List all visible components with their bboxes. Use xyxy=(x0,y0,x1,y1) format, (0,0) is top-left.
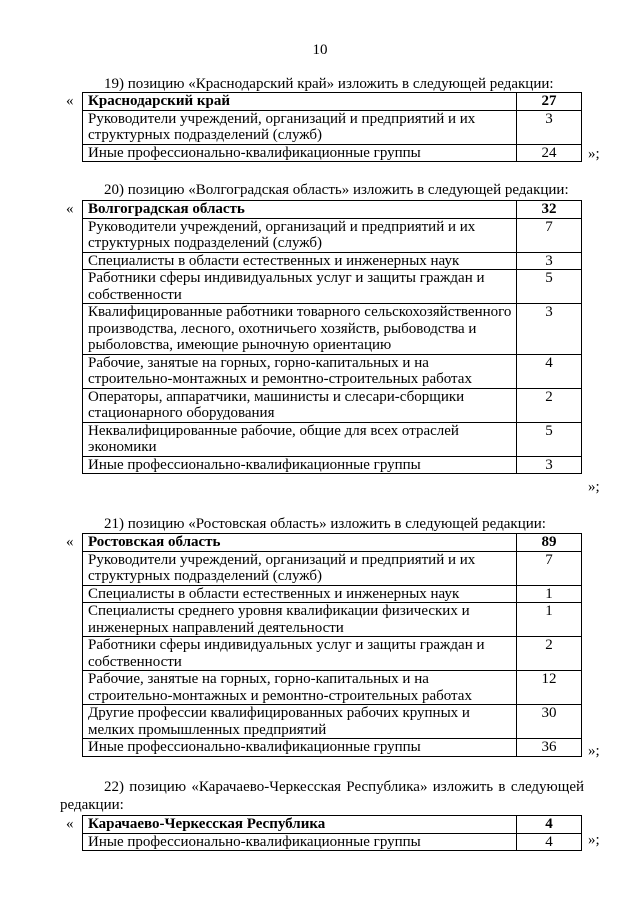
table-row xyxy=(83,218,582,252)
region-total: 32 xyxy=(517,201,582,219)
table-row xyxy=(83,110,582,144)
row-value: 4 xyxy=(517,354,582,388)
table-header-row xyxy=(83,93,582,111)
open-quote: « xyxy=(66,816,74,832)
table-row xyxy=(83,456,582,474)
close-quote: »; xyxy=(588,832,600,848)
row-value: 36 xyxy=(517,739,582,757)
table-row xyxy=(83,585,582,603)
region-total: 27 xyxy=(517,93,582,111)
row-value: 30 xyxy=(517,705,582,739)
table-row xyxy=(83,388,582,422)
region-name: Краснодарский край xyxy=(83,93,517,111)
row-label: Работники сферы индивидуальных услуг и защиты граждан и собственности xyxy=(83,270,517,304)
open-quote: « xyxy=(66,93,74,109)
row-label: Специалисты в области естественных и инженерных наук xyxy=(83,252,517,270)
close-quote: »; xyxy=(588,146,600,162)
region-name: Волгоградская область xyxy=(83,201,517,219)
row-value: 4 xyxy=(517,833,582,851)
table-row xyxy=(83,304,582,355)
row-label: Иные профессионально-квалификационные группы xyxy=(83,456,517,474)
row-label: Операторы, аппаратчики, машинисты и слесари-сборщики стационарного оборудования xyxy=(83,388,517,422)
row-value: 1 xyxy=(517,585,582,603)
section-19-intro: 19) позицию «Краснодарский край» изложить в следующей редакции: xyxy=(104,76,554,92)
row-value: 2 xyxy=(517,637,582,671)
row-label: Работники сферы индивидуальных услуг и защиты граждан и собственности xyxy=(83,637,517,671)
table-karachay-cherkess xyxy=(82,815,582,851)
table-row xyxy=(83,833,582,851)
section-20-intro: 20) позицию «Волгоградская область» изложить в следующей редакции: xyxy=(104,182,569,198)
row-label: Специалисты среднего уровня квалификации физических и инженерных направлений деятельности xyxy=(83,603,517,637)
section-21-intro: 21) позицию «Ростовская область» изложить в следующей редакции: xyxy=(104,516,546,532)
row-value: 3 xyxy=(517,456,582,474)
table-row xyxy=(83,603,582,637)
row-value: 5 xyxy=(517,422,582,456)
page-number: 10 xyxy=(312,42,328,58)
table-header-row xyxy=(83,534,582,552)
row-label: Иные профессионально-квалификационные группы xyxy=(83,739,517,757)
row-value: 5 xyxy=(517,270,582,304)
row-label: Иные профессионально-квалификационные группы xyxy=(83,144,517,162)
region-total: 4 xyxy=(517,816,582,834)
section-22-intro: 22) позицию «Карачаево-Черкесская Республика» изложить в следующей xyxy=(104,779,584,795)
close-quote: »; xyxy=(588,479,600,495)
table-row xyxy=(83,144,582,162)
table-krasnodar xyxy=(82,92,582,162)
table-row xyxy=(83,739,582,757)
row-value: 12 xyxy=(517,671,582,705)
table-header-row xyxy=(83,201,582,219)
close-quote: »; xyxy=(588,743,600,759)
region-total: 89 xyxy=(517,534,582,552)
row-label: Рабочие, занятые на горных, горно-капитальных и на строительно-монтажных и ремонтно-строительных работах xyxy=(83,354,517,388)
row-label: Другие профессии квалифицированных рабочих крупных и мелких промышленных предприятий xyxy=(83,705,517,739)
table-row xyxy=(83,671,582,705)
table-row xyxy=(83,252,582,270)
table-row xyxy=(83,705,582,739)
open-quote: « xyxy=(66,534,74,550)
row-label: Руководители учреждений, организаций и предприятий и их структурных подразделений (служб) xyxy=(83,218,517,252)
row-value: 1 xyxy=(517,603,582,637)
row-label: Руководители учреждений, организаций и предприятий и их структурных подразделений (служб) xyxy=(83,110,517,144)
row-value: 24 xyxy=(517,144,582,162)
row-value: 3 xyxy=(517,304,582,355)
row-value: 3 xyxy=(517,110,582,144)
table-row xyxy=(83,270,582,304)
table-header-row xyxy=(83,816,582,834)
open-quote: « xyxy=(66,201,74,217)
table-rostov xyxy=(82,533,582,757)
row-label: Иные профессионально-квалификационные группы xyxy=(83,833,517,851)
region-name: Карачаево-Черкесская Республика xyxy=(83,816,517,834)
row-value: 7 xyxy=(517,551,582,585)
table-row xyxy=(83,551,582,585)
table-row xyxy=(83,637,582,671)
row-label: Неквалифицированные рабочие, общие для всех отраслей экономики xyxy=(83,422,517,456)
row-value: 7 xyxy=(517,218,582,252)
table-row xyxy=(83,354,582,388)
row-label: Рабочие, занятые на горных, горно-капитальных и на строительно-монтажных и ремонтно-строительных работах xyxy=(83,671,517,705)
row-label: Специалисты в области естественных и инженерных наук xyxy=(83,585,517,603)
row-value: 2 xyxy=(517,388,582,422)
row-value: 3 xyxy=(517,252,582,270)
table-row xyxy=(83,422,582,456)
section-22-intro-cont: редакции: xyxy=(60,797,124,813)
region-name: Ростовская область xyxy=(83,534,517,552)
table-volgograd xyxy=(82,200,582,474)
row-label: Руководители учреждений, организаций и предприятий и их структурных подразделений (служб) xyxy=(83,551,517,585)
row-label: Квалифицированные работники товарного сельскохозяйственного производства, лесного, охотничьего хозяйств, рыбоводства и рыболовства, имеющие рыночную ориентацию xyxy=(83,304,517,355)
